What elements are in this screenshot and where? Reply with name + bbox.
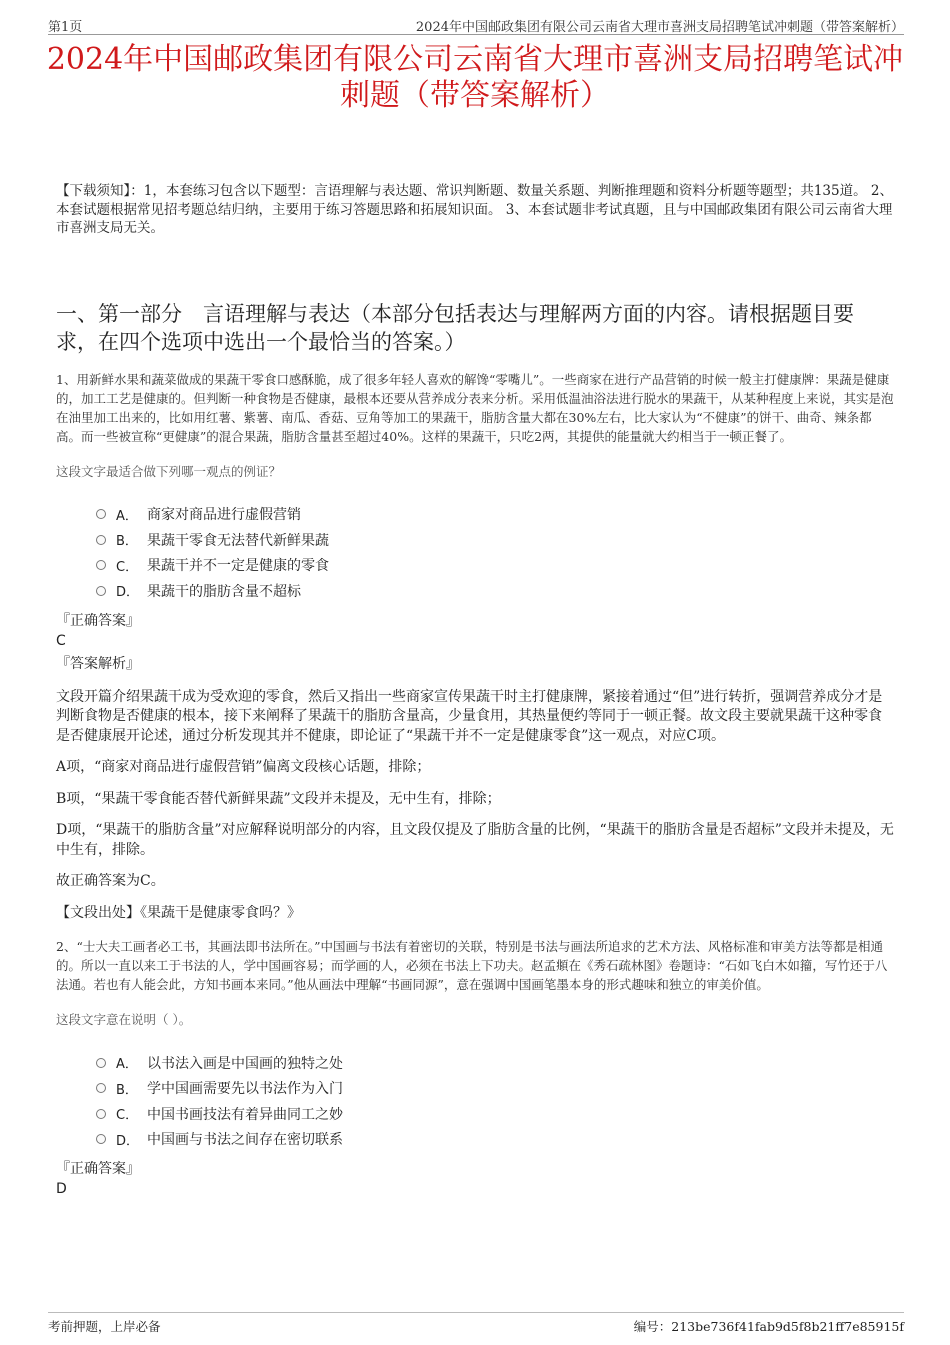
option-d[interactable] <box>96 1127 894 1153</box>
analysis-paragraph: A项，“商家对商品进行虚假营销”偏离文段核心话题，排除； <box>56 759 431 775</box>
option-b[interactable] <box>96 527 894 553</box>
question-text: 1、用新鲜水果和蔬菜做成的果蔬干零食口感酥脆，成了很多年轻人喜欢的解馋“零嘴儿”。一些商家在进行产品营销的时候一般主打健康牌：果蔬是健康的，加工工艺是健康的。但判断一种食物是否健康，最根本还要从营养成分表来分析。采用低温油浴法进行脱水的果蔬干，从某种程度上来说，其实是泡在油里加工出来的，比如用红薯、紫薯、南瓜、香菇、豆角等加工的果蔬干，脂肪含量大都在30%左右，比大家认为“不健康”的饼干、曲奇、辣条都高。而一些被宣称“更健康”的混合果蔬，脂肪含量甚至超过40%。这样的果蔬干，只吃2两，其提供的能量就大约相当于一顿正餐了。 <box>56 371 894 444</box>
page-number: 第1页 <box>48 20 83 35</box>
radio-icon[interactable] <box>96 1058 106 1068</box>
radio-icon[interactable] <box>96 509 106 519</box>
analysis-paragraph: B项，“果蔬干零食能否替代新鲜果蔬”文段并未提及，无中生有，排除； <box>56 790 501 807</box>
option-a[interactable] <box>96 502 894 528</box>
option-c[interactable] <box>96 553 894 579</box>
option-text: 学中国画需要先以书法作为入门 <box>147 1081 343 1098</box>
radio-icon[interactable] <box>96 1083 106 1093</box>
question-2 <box>56 937 894 1199</box>
option-text: 果蔬干并不一定是健康的零食 <box>147 558 329 575</box>
radio-icon[interactable] <box>96 535 106 545</box>
options-list <box>96 502 894 604</box>
correct-answer-label: 『正确答案』 <box>56 612 140 629</box>
option-text: 果蔬干的脂肪含量不超标 <box>147 583 301 600</box>
page-footer <box>48 1312 904 1337</box>
correct-answer-label: 『正确答案』 <box>56 1161 140 1177</box>
document-title: 2024年中国邮政集团有限公司云南省大理市喜洲支局招聘笔试冲刺题（带答案解析） <box>46 42 904 113</box>
option-d[interactable] <box>96 578 894 604</box>
option-text: 果蔬干零食无法替代新鲜果蔬 <box>147 532 329 549</box>
page-header <box>48 14 904 35</box>
option-text: 商家对商品进行虚假营销 <box>147 507 301 524</box>
option-letter: C． <box>116 559 139 575</box>
option-a[interactable] <box>96 1050 894 1076</box>
option-letter: B． <box>116 1082 138 1098</box>
option-letter: B． <box>116 534 138 550</box>
document-body <box>56 182 894 1199</box>
question-1 <box>56 370 894 924</box>
option-text: 以书法入画是中国画的独特之处 <box>147 1055 343 1072</box>
option-text: 中国书画技法有着异曲同工之妙 <box>147 1106 343 1123</box>
question-text: 2、“士大夫工画者必工书，其画法即书法所在。”中国画与书法有着密切的关联，特别是书法与画法所追求的艺术方法、风格标准和审美方法等都是相通的。所以一直以来工于书法的人，学中国画容易；而学画的人，必须在书法上下功夫。赵孟頫在《秀石疏林图》卷题诗：“石如飞白木如籀，写竹还于八法通。若也有人能会此，方知书画本来同。”他从画法中理解“书画同源”，意在强调中国画笔墨本身的形式趣味和独立的审美价值。 <box>56 939 888 992</box>
header-doc-title: 2024年中国邮政集团有限公司云南省大理市喜洲支局招聘笔试冲刺题（带答案解析） <box>415 20 904 35</box>
analysis-paragraph: 文段开篇介绍果蔬干成为受欢迎的零食，然后又指出一些商家宣传果蔬干时主打健康牌，紧接着通过“但”进行转折，强调营养成分才是判断食物是否健康的根本，接下来阐释了果蔬干的脂肪含量高，少量食用，其热量便约等同于一顿正餐。故文段主要就果蔬干这种零食是否健康展开论述，通过分析发现其并不健康，即论证了“果蔬干并不一定是健康零食”这一观点，对应C项。 <box>56 688 883 744</box>
download-notice: 【下载须知】：1，本套练习包含以下题型：言语理解与表达题、常识判断题、数量关系题、判断推理题和资料分析题等题型；共135道。 2、本套试题根据常见招考题总结归纳，主要用于练习答题思路和拓展知识面。 3、本套试题非考试真题，且与中国邮政集团有限公司云南省大理市喜洲支局无关。 <box>56 183 893 236</box>
option-letter: C． <box>116 1108 139 1124</box>
option-c[interactable] <box>96 1101 894 1127</box>
radio-icon[interactable] <box>96 1134 106 1144</box>
option-letter: A． <box>116 1057 138 1073</box>
option-text: 中国画与书法之间存在密切联系 <box>147 1132 343 1149</box>
radio-icon[interactable] <box>96 586 106 596</box>
footer-slogan: 考前押题，上岸必备 <box>48 1319 161 1334</box>
question-prompt: 这段文字意在说明（ ）。 <box>56 1012 192 1027</box>
radio-icon[interactable] <box>96 1109 106 1119</box>
options-list <box>96 1050 894 1152</box>
option-letter: A． <box>116 508 138 524</box>
text-source: 【文段出处】《果蔬干是健康零食吗？》 <box>56 904 301 921</box>
analysis-conclusion: 故正确答案为C。 <box>56 873 165 889</box>
footer-serial: 编号：213be736f41fab9d5f8b21ff7e85915f <box>633 1319 904 1334</box>
analysis-label: 『答案解析』 <box>56 655 140 672</box>
radio-icon[interactable] <box>96 560 106 570</box>
option-b[interactable] <box>96 1076 894 1102</box>
correct-answer: C <box>56 632 66 649</box>
correct-answer: D <box>56 1181 67 1197</box>
question-prompt: 这段文字最适合做下列哪一观点的例证？ <box>56 463 282 479</box>
option-letter: D． <box>116 1133 140 1149</box>
section-title: 一、第一部分 言语理解与表达（本部分包括表达与理解两方面的内容。请根据题目要求，在四个选项中选出一个最恰当的答案。） <box>56 301 854 354</box>
option-letter: D． <box>116 585 140 601</box>
analysis-paragraph: D项，“果蔬干的脂肪含量”对应解释说明部分的内容，且文段仅提及了脂肪含量的比例，“果蔬干的脂肪含量是否超标”文段并未提及，无中生有，排除。 <box>56 822 894 858</box>
